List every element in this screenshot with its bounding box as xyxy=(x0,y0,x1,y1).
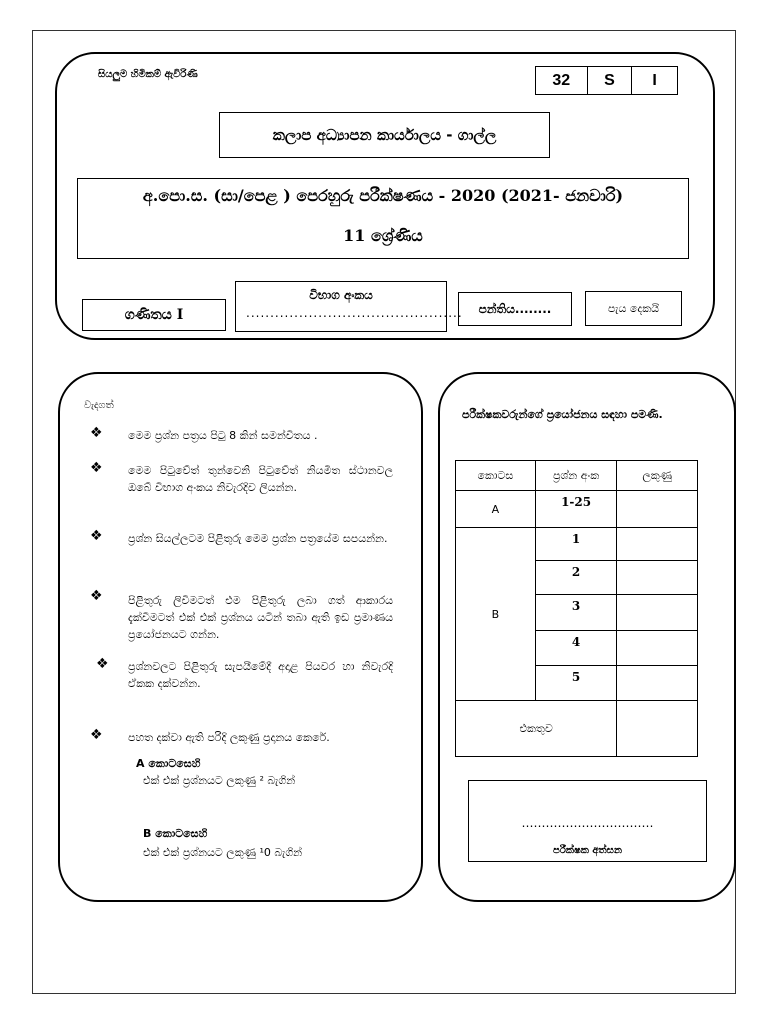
index-number-box xyxy=(235,281,463,332)
bullet-icon: ❖ xyxy=(90,727,103,743)
office-title: කලාප අධ්‍යාපන කාර්යාලය - ගාල්ල xyxy=(219,112,550,158)
marks-cell[interactable] xyxy=(617,528,698,561)
question-number-cell: 3 xyxy=(535,595,616,631)
instruction-item: මෙම ප්‍රශ්න පත්‍රය පිටු 8 කින් සමන්විතය . xyxy=(128,429,318,442)
section-a-title: A කොටසෙහි xyxy=(136,757,201,770)
marks-cell[interactable] xyxy=(617,561,698,595)
signature-box xyxy=(468,780,707,862)
subject-label: ගණිතය I xyxy=(82,299,226,331)
marks-cell[interactable] xyxy=(617,631,698,666)
section-a-marks: එක් එක් ප්‍රශ්නයට ලකුණු ² බැගින් xyxy=(143,774,296,787)
signature-field[interactable]: …………………………… xyxy=(521,816,654,830)
paper-code-medium: S xyxy=(588,67,633,94)
column-header: කොටස xyxy=(456,461,536,491)
instruction-item: පිළිතුරු ලිවීමටත් එම පිළිතුරු ලබා ගත් ආකාරය දැක්වීමටත් එක් එක් ප්‍රශ්නය යටින් තබා ඇති ඉඩ ප්‍රමාණය ප්‍රයෝජනයට ගන්න. xyxy=(128,594,393,641)
bullet-icon: ❖ xyxy=(90,588,103,604)
question-number-cell: 2 xyxy=(535,561,616,595)
question-range-cell: 1-25 xyxy=(535,491,616,528)
table-total-row xyxy=(456,701,698,757)
index-number-label: විභාග අංකය xyxy=(309,288,373,302)
column-header: ප්‍රශ්න අංක xyxy=(535,461,616,491)
time-label: පැය දෙකයි xyxy=(585,291,682,326)
bullet-icon: ❖ xyxy=(90,425,103,441)
marks-cell[interactable] xyxy=(617,595,698,631)
section-b-marks: එක් එක් ප්‍රශ්නයට ලකුණු ¹0 බැගින් xyxy=(143,846,303,859)
index-number-field[interactable]: ............................................. xyxy=(246,306,463,320)
table-row xyxy=(456,528,698,561)
exam-title-box xyxy=(77,178,689,259)
marks-table xyxy=(455,460,698,757)
question-number-cell: 4 xyxy=(535,631,616,666)
examiner-heading: පරීක්ෂකවරුන්ගේ ප්‍රයෝජනය සඳහා පමණි. xyxy=(462,408,663,421)
table-header-row xyxy=(456,461,698,491)
instruction-item: ප්‍රශ්නවලට පිළිතුරු සැපයීමේදී අදාළ පියවර හා නිවැරදි ඒකක දක්වන්න. xyxy=(128,660,393,690)
question-number-cell: 5 xyxy=(535,666,616,701)
marks-cell[interactable] xyxy=(617,491,698,528)
class-field[interactable]: පන්තිය........ xyxy=(458,292,572,326)
instruction-item: පහත දක්වා ඇති පරිදි ලකුණු ප්‍රදානය කෙරේ. xyxy=(128,731,330,744)
rights-notice: සියලුම හිමිකම් ඇවිරිණි xyxy=(98,69,198,80)
bullet-icon: ❖ xyxy=(90,460,103,476)
question-number-cell: 1 xyxy=(535,528,616,561)
grade-label: 11 ශ්‍රේණිය xyxy=(343,226,423,245)
bullet-icon: ❖ xyxy=(90,528,103,544)
table-row xyxy=(456,491,698,528)
exam-title: අ.පො.ස. (සා/පෙළ ) පෙරහුරු පරීක්ෂණය - 2020 (2021- ජනවාරි) xyxy=(142,186,624,205)
total-marks-cell[interactable] xyxy=(617,701,698,757)
instructions-heading: වැදගත් xyxy=(84,400,114,411)
instruction-item: ප්‍රශ්න සියල්ලටම පිළිතුරු මෙම ප්‍රශ්න පත්‍රයේම සපයන්න. xyxy=(128,532,388,545)
paper-code-number: 32 xyxy=(536,67,588,94)
section-cell: A xyxy=(456,491,536,528)
section-b-title: B කොටසෙහි xyxy=(143,827,208,840)
section-cell: B xyxy=(456,528,536,701)
total-label: එකතුව xyxy=(456,701,617,757)
paper-code-part: I xyxy=(652,71,657,89)
column-header: ලකුණු xyxy=(617,461,698,491)
marks-cell[interactable] xyxy=(617,666,698,701)
bullet-icon: ❖ xyxy=(96,656,109,672)
paper-code-box xyxy=(535,66,678,95)
signature-label: පරීක්ෂක අත්සන xyxy=(553,845,622,856)
instruction-item: මෙම පිටුවේත් තුන්වෙනි පිටුවේත් නියමිත ස්ථානවල ඔබේ විභාග අංකය නිවැරදිව ලියන්න. xyxy=(128,464,393,494)
